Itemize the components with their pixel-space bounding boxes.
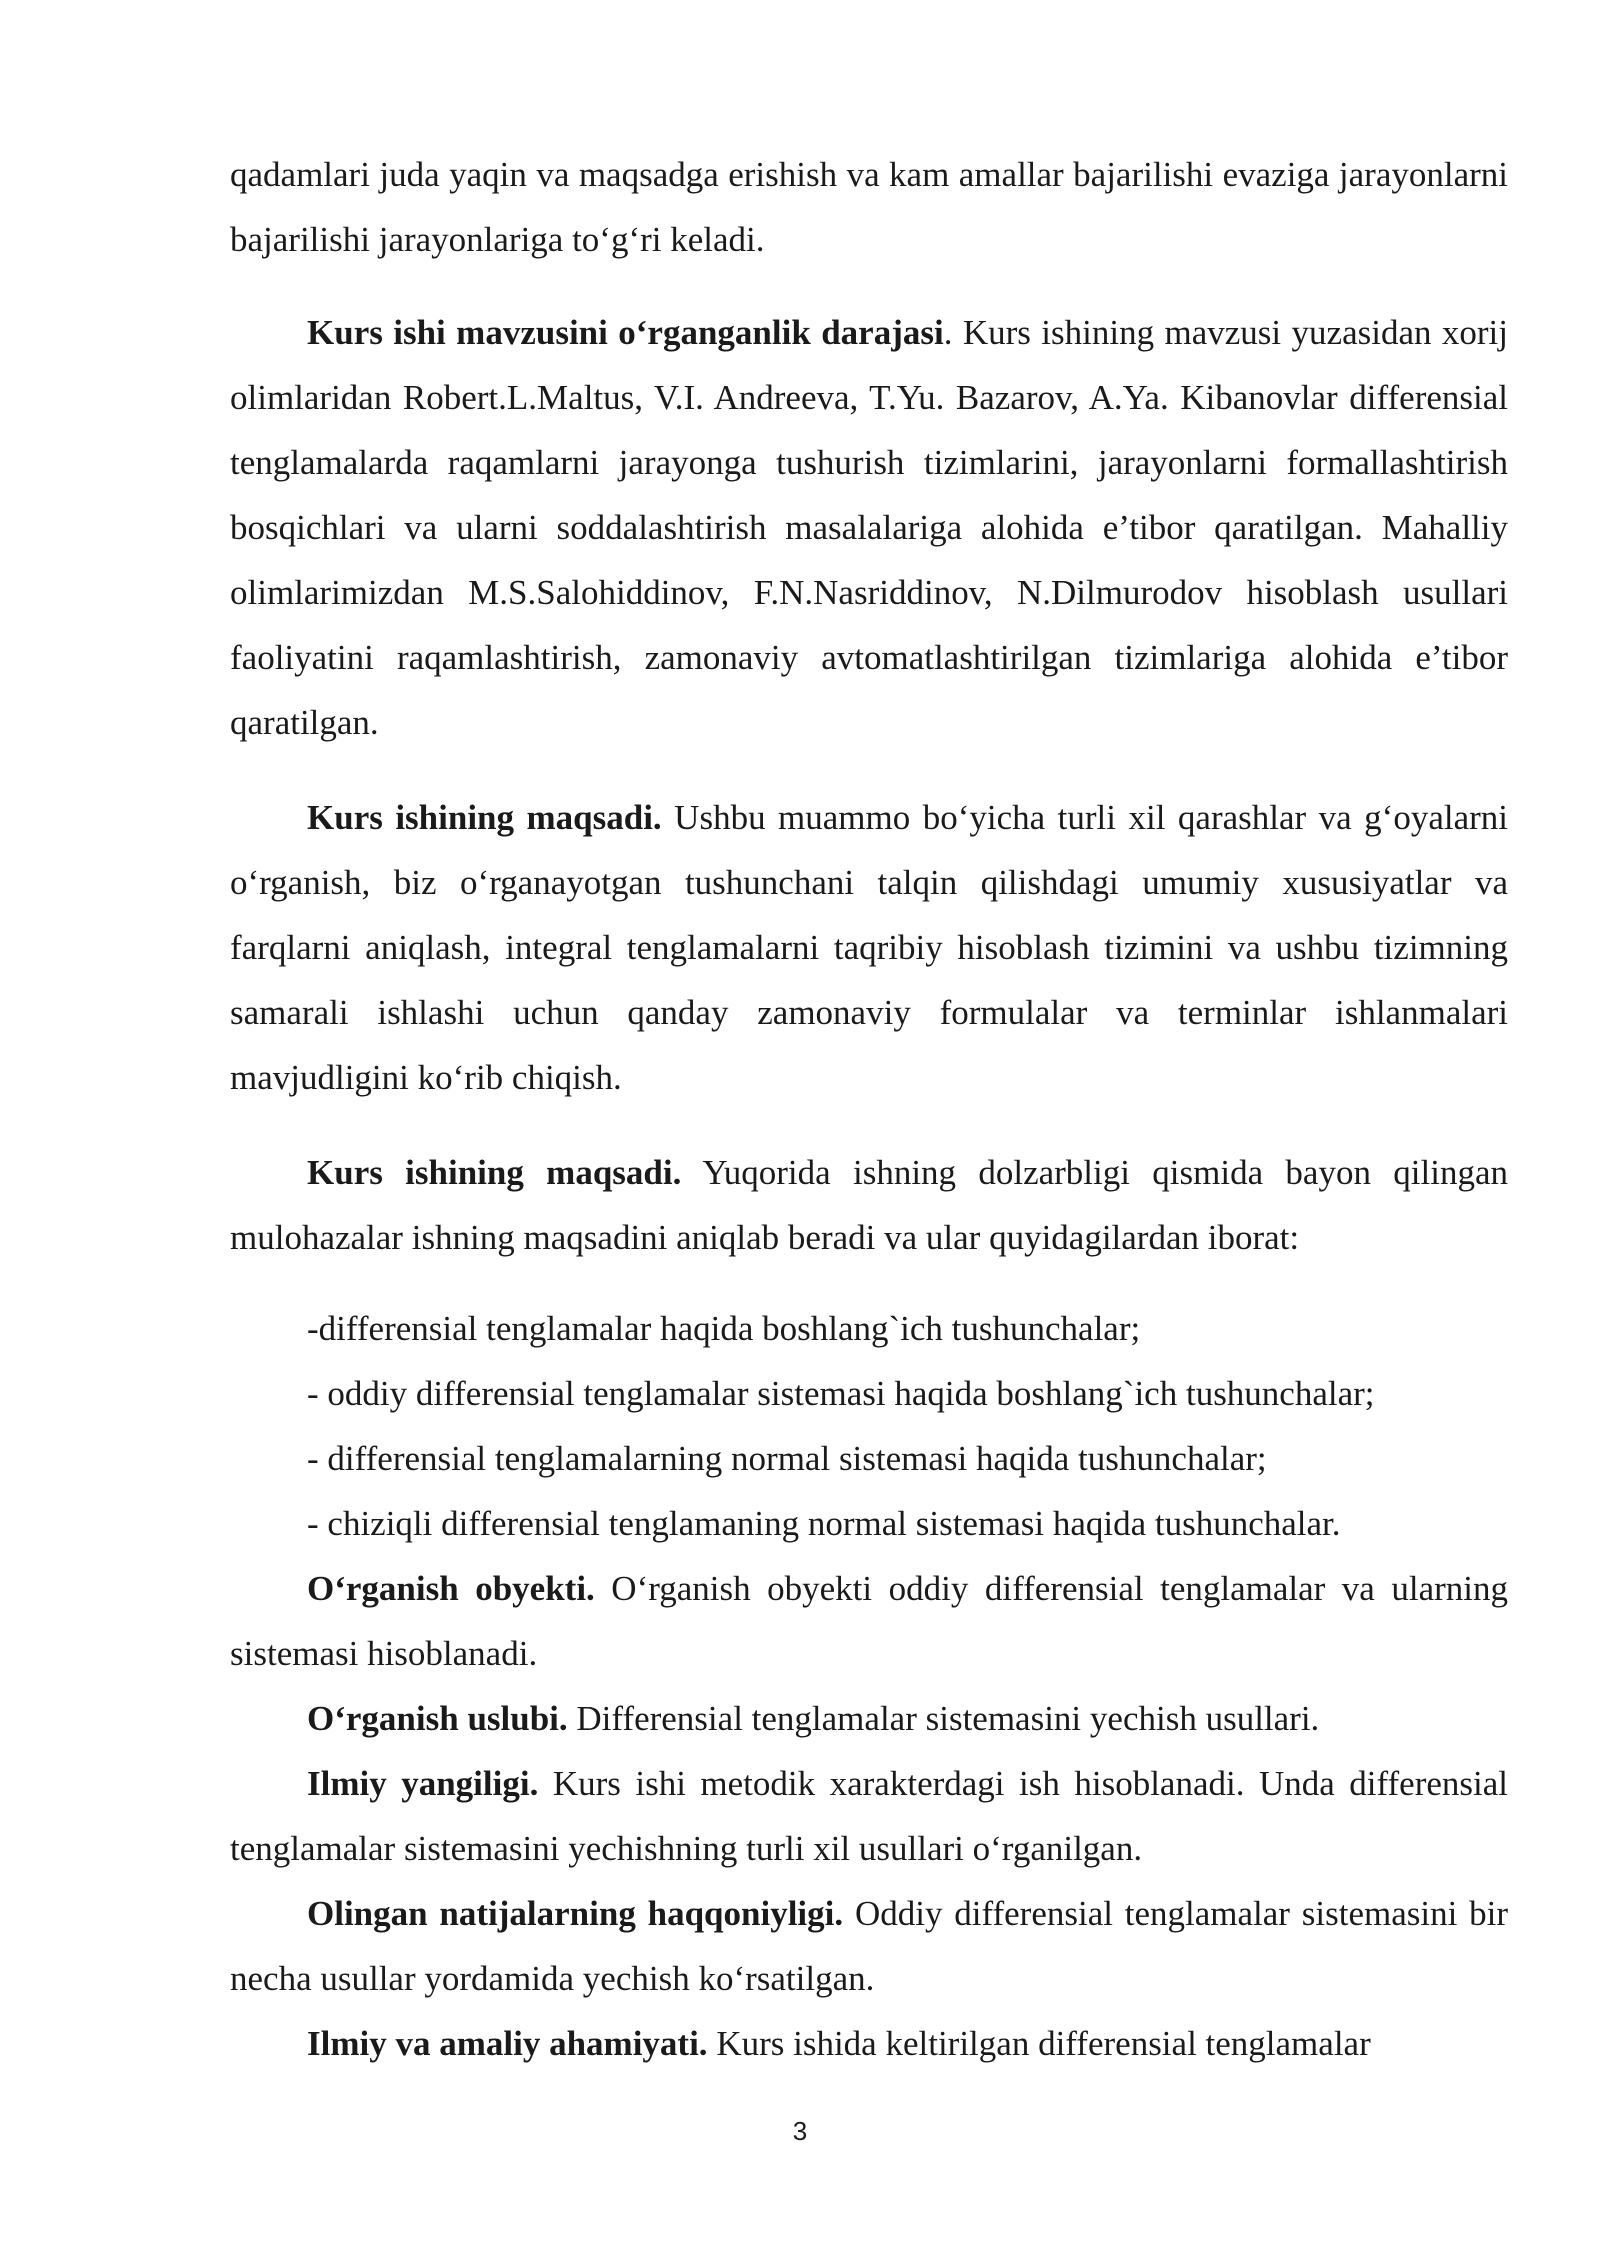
- list-item: -differensial tenglamalar haqida boshlang`ich tushunchalar;: [307, 1309, 1141, 1348]
- goal-list: [230, 1296, 1508, 1556]
- paragraph-heading: Ilmiy va amaliy ahamiyati.: [307, 2024, 708, 2063]
- paragraph-heading: Kurs ishining maqsadi.: [307, 1153, 682, 1192]
- paragraph-goal-1: [230, 785, 1508, 1110]
- paragraph-text: Yuqorida ishning dolzarbligi qismida bayon qilingan mulohazalar ishning maqsadini aniqlab beradi va ular quyidagilardan iborat:: [230, 1153, 1508, 1257]
- paragraph-text: Kurs ishi metodik xarakterdagi ish hisoblanadi. Unda differensial tenglamalar sistemasini yechishning turli xil usullari o‘rganilgan.: [230, 1764, 1508, 1868]
- paragraph-continuation: [230, 142, 1508, 272]
- paragraph-text: . Kurs ishining mavzusi yuzasidan xorij olimlaridan Robert.L.Maltus, V.I. Andreeva, T.Yu. Bazarov, A.Ya. Kibanovlar differensial tenglamalarda raqamlarni jarayonga tushurish tizimlarini, jarayonlarni formallashtirish bosqichlari va ularni soddalashtirish masalalariga alohida e’tibor qaratilgan. Mahalliy olimlarimizdan M.S.Salohiddinov, F.N.Nasriddinov, N.Dilmurodov hisoblash usullari faoliyatini raqamlashtirish, zamonaviy avtomatlashtirilgan tizimlariga alohida e’tibor qaratilgan.: [230, 313, 1508, 742]
- paragraph-heading: Kurs ishining maqsadi.: [307, 798, 662, 837]
- paragraph-reliability: [230, 1881, 1508, 2011]
- paragraph-study-level: [230, 300, 1508, 755]
- page-number: 3: [792, 2116, 808, 2146]
- paragraph-text: Ushbu muammo bo‘yicha turli xil qarashlar va g‘oyalarni o‘rganish, biz o‘rganayotgan tushunchani talqin qilishdagi umumiy xususiyatlar va farqlarni aniqlash, integral tenglamalarni taqribiy hisoblash tizimini va ushbu tizimning samarali ishlashi uchun qanday zamonaviy formulalar va terminlar ishlanmalari mavjudligini ko‘rib chiqish.: [230, 798, 1509, 1097]
- document-page: [230, 142, 1508, 2076]
- paragraph-text: qadamlari juda yaqin va maqsadga erishish va kam amallar bajarilishi evaziga jarayonlarni bajarilishi jarayonlariga to‘g‘ri keladi.: [230, 155, 1508, 259]
- paragraph-heading: O‘rganish uslubi.: [307, 1699, 568, 1738]
- paragraph-heading: Olingan natijalarning haqqoniyligi.: [307, 1894, 844, 1933]
- paragraph-goal-2: [230, 1140, 1508, 1270]
- list-item: - chiziqli differensial tenglamaning normal sistemasi haqida tushunchalar.: [307, 1504, 1341, 1543]
- paragraph-text: Kurs ishida keltirilgan differensial tenglamalar: [707, 2024, 1371, 2063]
- paragraph-heading: Kurs ishi mavzusini o‘rganganlik darajasi: [307, 313, 944, 352]
- paragraph-study-method: [230, 1686, 1508, 1751]
- paragraph-study-object: [230, 1556, 1508, 1686]
- paragraph-heading: O‘rganish obyekti.: [307, 1569, 595, 1608]
- list-item: - oddiy differensial tenglamalar sistemasi haqida boshlang`ich tushunchalar;: [307, 1374, 1375, 1413]
- paragraph-heading: Ilmiy yangiligi.: [307, 1764, 539, 1803]
- paragraph-text: Differensial tenglamalar sistemasini yechish usullari.: [567, 1699, 1320, 1738]
- paragraph-novelty: [230, 1751, 1508, 1881]
- paragraph-text: Oddiy differensial tenglamalar sistemasini bir necha usullar yordamida yechish ko‘rsatilgan.: [230, 1894, 1508, 1998]
- paragraph-significance: [230, 2011, 1508, 2076]
- paragraph-text: O‘rganish obyekti oddiy differensial tenglamalar va ularning sistemasi hisoblanadi.: [230, 1569, 1508, 1673]
- list-item: - differensial tenglamalarning normal sistemasi haqida tushunchalar;: [307, 1439, 1267, 1478]
